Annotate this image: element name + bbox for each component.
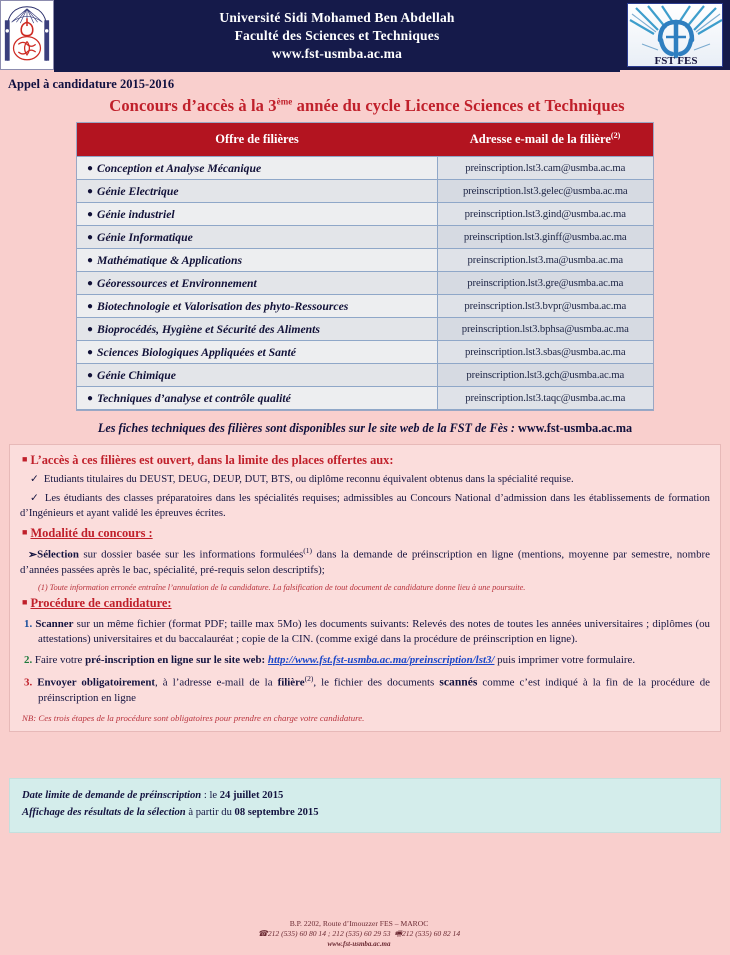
- bullet-dot-icon: ●: [87, 346, 94, 358]
- step-3-text-b: , le fichier des documents: [313, 677, 440, 690]
- footer-fax: 212 (535) 60 82 14: [401, 928, 461, 938]
- deadline-value: 24 juillet 2015: [219, 789, 284, 801]
- access-item-2-text: Les étudiants des classes préparatoires dans les spécialités requises; admissibles au Concours National d’admission dans les établissements de formation d’Ingénieurs et ayant validé les épreuves écrites.: [20, 493, 710, 519]
- filiere-email-cell[interactable]: preinscription.lst3.gch@usmba.ac.ma: [437, 364, 653, 387]
- selection-footnote-ref: (1): [303, 545, 312, 555]
- table-row: [77, 203, 653, 226]
- access-heading: [22, 453, 710, 468]
- filiere-name-cell: [77, 203, 437, 226]
- fiches-techniques-note: [0, 411, 730, 444]
- table-row: [77, 272, 653, 295]
- table-row: [77, 318, 653, 341]
- footer-address: B.P. 2202, Route d’Imouzzer FES – MAROC: [289, 918, 429, 928]
- procedure-nb-note: NB: Ces trois étapes de la procédure sont obligatoires pour prendre en charge votre candidature.: [22, 712, 365, 723]
- usmba-seal-icon: [1, 1, 53, 68]
- table-header-row: [77, 123, 653, 157]
- filiere-email-cell[interactable]: preinscription.lst3.gre@usmba.ac.ma: [437, 272, 653, 295]
- footer-phones: 212 (535) 60 80 14 ; 212 (535) 60 29 53: [267, 928, 391, 938]
- access-item-1-text: Etudiants titulaires du DEUST, DEUG, DEUP, DUT, BTS, ou diplôme reconnu équivalent obtenus dans la spécialité requise.: [43, 474, 574, 485]
- table-row: [77, 226, 653, 249]
- filiere-email-cell[interactable]: preinscription.lst3.ginff@usmba.ac.ma: [437, 226, 653, 249]
- modalite-heading: [22, 526, 710, 541]
- filiere-name-cell: [77, 387, 437, 410]
- filiere-name-text: Bioprocédés, Hygiène et Sécurité des Aliments: [97, 322, 320, 336]
- fst-fes-logo: [620, 0, 730, 70]
- fiches-note-url[interactable]: www.fst-usmba.ac.ma: [518, 421, 633, 435]
- header-website: www.fst-usmba.ac.ma: [271, 45, 403, 61]
- procedure-heading: [22, 596, 710, 611]
- footer-contact: [0, 929, 718, 940]
- step-3-scanned: scannés: [439, 676, 478, 690]
- access-heading-text: L’accès à ces filières est ouvert, dans la limite des places offertes aux:: [30, 453, 394, 467]
- bullet-dot-icon: ●: [87, 185, 94, 197]
- filiere-name-text: Conception et Analyse Mécanique: [97, 161, 262, 175]
- filiere-email-cell[interactable]: preinscription.lst3.gind@usmba.ac.ma: [437, 203, 653, 226]
- deadline-line: [22, 790, 710, 801]
- procedure-heading-text: Procédure de candidature:: [30, 595, 172, 610]
- table-row: [77, 387, 653, 410]
- deadline-separator: : le: [201, 789, 220, 801]
- results-separator: à partir du: [185, 806, 235, 818]
- modalite-footnote: (1) Toute information erronée entraîne l’annulation de la candidature. La falsification de tout document de candidature donne lieu à une poursuite.: [38, 582, 526, 592]
- step-3-bold-b: filière: [277, 677, 305, 690]
- filiere-name-text: Génie Chimique: [97, 368, 176, 382]
- filiere-name-text: Génie industriel: [97, 207, 175, 221]
- filiere-name-cell: [77, 295, 437, 318]
- table-row: [77, 249, 653, 272]
- modalite-selection-text: [20, 546, 710, 578]
- filiere-name-cell: [77, 318, 437, 341]
- header-title-band: [54, 0, 620, 72]
- bullet-dot-icon: ●: [87, 277, 94, 289]
- preinscription-link[interactable]: http://www.fst.fst-usmba.ac.ma/preinscription/lst3/: [267, 654, 495, 667]
- arrow-bullet-icon: ➢: [28, 548, 38, 561]
- filiere-email-cell[interactable]: preinscription.lst3.gelec@usmba.ac.ma: [437, 180, 653, 203]
- step-3-text-a: , à l’adresse e-mail de la: [155, 677, 278, 690]
- filiere-name-cell: [77, 341, 437, 364]
- faculty-name: Faculté des Sciences et Techniques: [234, 28, 440, 44]
- bullet-square-icon: ■: [22, 454, 28, 464]
- phone-icon: ☎: [257, 928, 268, 938]
- requirements-section: [9, 444, 721, 732]
- table-row: [77, 341, 653, 364]
- filiere-name-text: Mathématique & Applications: [97, 253, 243, 267]
- table-row: [77, 180, 653, 203]
- selection-text-b: dans la demande de préinscription en ligne (mentions, moyenne par semestre, nombre d’années passées après le bac, spécialité, pré-requis selon descriptifs);: [20, 548, 710, 576]
- fst-fes-label: FST FES: [654, 55, 698, 67]
- filiere-email-cell[interactable]: preinscription.lst3.taqc@usmba.ac.ma: [437, 387, 653, 410]
- selection-text-a: sur dossier basée sur les informations formulées: [78, 548, 304, 561]
- bullet-dot-icon: ●: [87, 254, 94, 266]
- page-title: [0, 92, 730, 122]
- step-3-bold-a: Envoyer obligatoirement: [37, 677, 156, 690]
- page-header: [0, 0, 730, 72]
- step-1-bold: Scanner: [35, 617, 74, 630]
- filiere-name-text: Biotechnologie et Valorisation des phyto-Ressources: [97, 299, 349, 313]
- column-header-filiere: Offre de filières: [77, 123, 437, 157]
- access-item-1: [20, 473, 710, 487]
- bullet-dot-icon: ●: [87, 208, 94, 220]
- results-label: Affichage des résultats de la sélection: [22, 806, 186, 818]
- modalite-heading-text: Modalité du concours :: [30, 525, 153, 540]
- filieres-table-body: [77, 157, 653, 410]
- page-footer: [0, 919, 730, 949]
- step-2-bold: pré-inscription en ligne sur le site web:: [85, 654, 266, 667]
- results-line: [22, 807, 710, 818]
- step-3-number: 3.: [24, 677, 33, 690]
- fax-icon: 🖷: [394, 928, 402, 938]
- selection-bold: Sélection: [37, 548, 79, 561]
- bullet-dot-icon: ●: [87, 300, 94, 312]
- access-item-2: [20, 492, 710, 521]
- filiere-email-cell[interactable]: preinscription.lst3.bphsa@usmba.ac.ma: [437, 318, 653, 341]
- step-2-number: 2.: [24, 654, 33, 667]
- filiere-name-cell: [77, 226, 437, 249]
- procedure-step-3: [20, 674, 710, 706]
- filiere-email-cell[interactable]: preinscription.lst3.bvpr@usmba.ac.ma: [437, 295, 653, 318]
- filiere-name-text: Sciences Biologiques Appliquées et Santé: [97, 345, 296, 359]
- deadline-label: Date limite de demande de préinscription: [22, 789, 202, 801]
- step-3-text-c: comme c’est indiqué à la fin de la procédure de préinscription en ligne: [38, 677, 710, 705]
- filiere-name-cell: [77, 157, 437, 180]
- step-1-number: 1.: [24, 617, 33, 630]
- filieres-table: [77, 123, 653, 410]
- bullet-dot-icon: ●: [87, 369, 94, 381]
- filiere-email-cell[interactable]: preinscription.lst3.cam@usmba.ac.ma: [437, 157, 653, 180]
- bullet-dot-icon: ●: [87, 323, 94, 335]
- fiches-note-text: Les fiches techniques des filières sont disponibles sur le site web de la FST de Fès :: [97, 421, 519, 435]
- bullet-square-icon: ■: [22, 526, 28, 537]
- check-icon: ✓: [30, 493, 40, 505]
- filiere-name-cell: [77, 180, 437, 203]
- column-header-email: [437, 123, 653, 157]
- page-title-sup: ème: [276, 96, 293, 107]
- appel-candidature-title: Appel à candidature 2015-2016: [8, 77, 175, 91]
- filieres-table-container: [76, 122, 654, 411]
- step-3-footnote-ref: (2): [304, 674, 314, 684]
- step-2-text-a: Faire votre: [32, 654, 86, 667]
- procedure-step-2: [20, 653, 710, 668]
- page-title-pre: Concours d’accès à la 3: [109, 96, 277, 115]
- table-row: [77, 364, 653, 387]
- bullet-square-icon: ■: [22, 596, 28, 607]
- university-name: Université Sidi Mohamed Ben Abdellah: [219, 10, 455, 26]
- filiere-name-cell: [77, 249, 437, 272]
- filiere-name-text: Génie Informatique: [97, 230, 193, 244]
- step-1-text: sur un même fichier (format PDF; taille max 5Mo) les documents suivants: Relevés des notes de toutes les années universitaires ; diplômes (ou attestations) universitaires et du baccalauréat ; copie de la CIN. (comme exigé dans la procédure de préinscription en ligne).: [38, 617, 710, 645]
- filiere-name-text: Géoressources et Environnement: [97, 276, 257, 290]
- filiere-name-text: Génie Electrique: [97, 184, 179, 198]
- results-value: 08 septembre 2015: [234, 806, 319, 818]
- step-2-text-b: puis imprimer votre formulaire.: [494, 654, 636, 667]
- footer-website[interactable]: www.fst-usmba.ac.ma: [327, 939, 391, 948]
- check-icon: ✓: [30, 474, 39, 485]
- bullet-dot-icon: ●: [87, 162, 94, 174]
- filiere-email-cell[interactable]: preinscription.lst3.ma@usmba.ac.ma: [437, 249, 653, 272]
- table-row: [77, 157, 653, 180]
- fst-fes-logo-icon: [628, 4, 723, 67]
- filiere-email-cell[interactable]: preinscription.lst3.sbas@usmba.ac.ma: [437, 341, 653, 364]
- procedure-step-1: [20, 617, 710, 648]
- column-header-email-text: Adresse e-mail de la filière: [469, 132, 611, 147]
- table-row: [77, 295, 653, 318]
- page-title-post: année du cycle Licence Sciences et Techniques: [292, 96, 625, 115]
- filiere-name-text: Techniques d’analyse et contrôle qualité: [97, 391, 291, 405]
- bullet-dot-icon: ●: [87, 231, 94, 243]
- usmba-seal-logo: [0, 0, 54, 70]
- bullet-dot-icon: ●: [87, 392, 94, 404]
- dates-section: [9, 778, 721, 833]
- filiere-name-cell: [77, 272, 437, 295]
- column-header-email-sup: (2): [610, 131, 621, 141]
- filiere-name-cell: [77, 364, 437, 387]
